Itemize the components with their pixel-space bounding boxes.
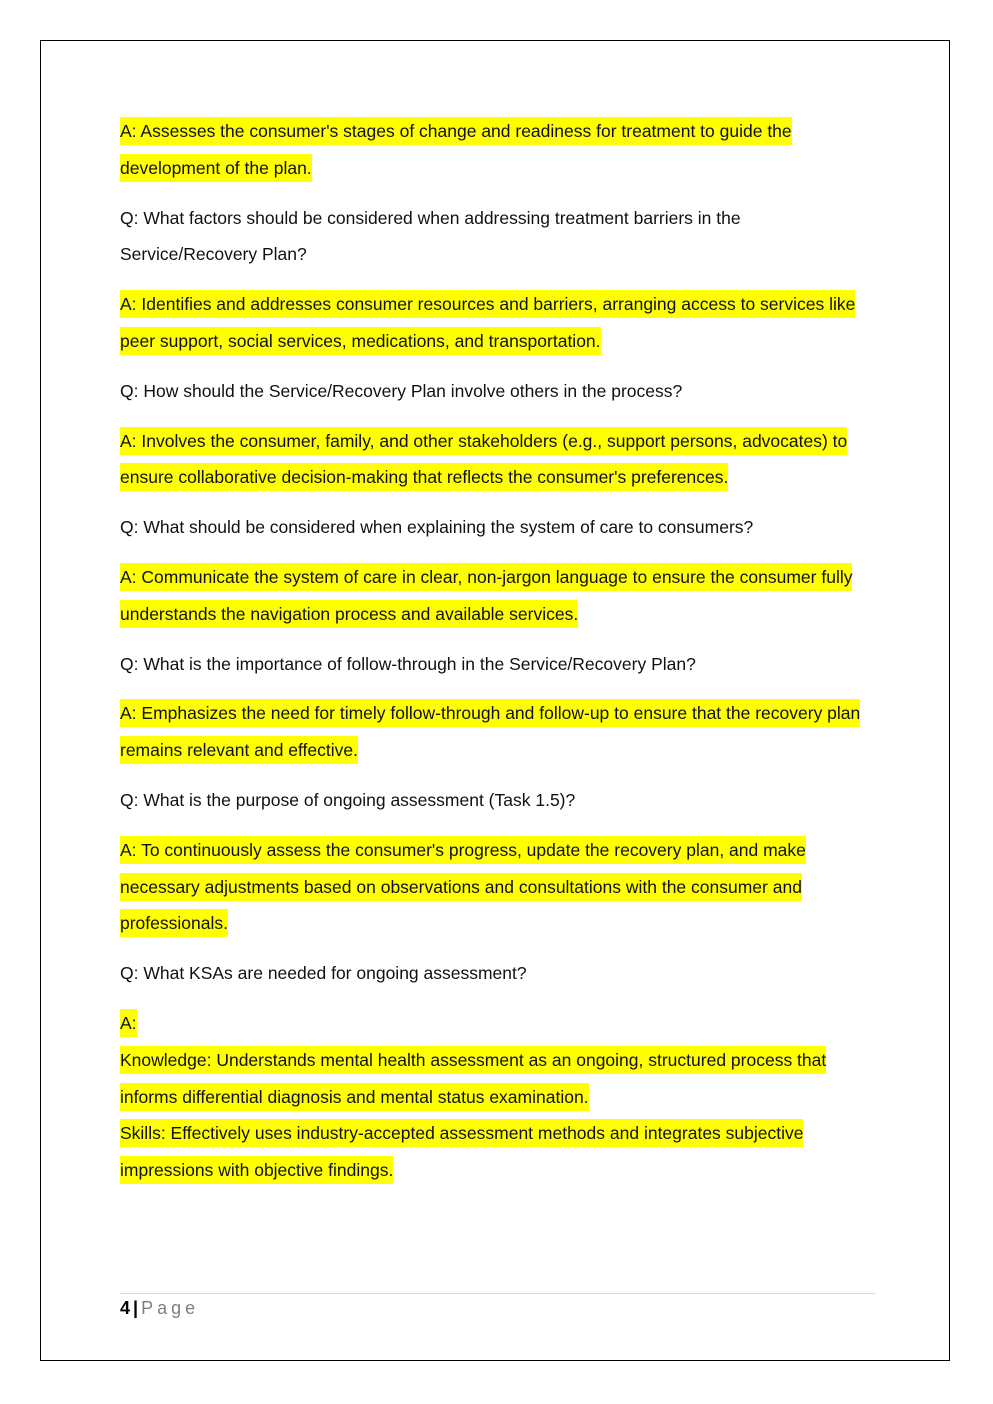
ksa-skills-line	[120, 1115, 880, 1189]
answer-text: A: Identifies and addresses consumer resources and barriers, arranging access to services like peer support, social services, medications, and transportation.	[120, 290, 855, 355]
page-word: Page	[141, 1298, 200, 1318]
footer-separator: |	[133, 1298, 139, 1318]
ksa-knowledge-line	[120, 1042, 880, 1116]
answer-text: A: To continuously assess the consumer's progress, update the recovery plan, and make necessary adjustments based on observations and consultations with the consumer and professionals.	[120, 836, 806, 938]
question-text: Q: What factors should be considered when addressing treatment barriers in the Service/Recovery Plan?	[120, 207, 741, 265]
answer-text: A: Assesses the consumer's stages of change and readiness for treatment to guide the development of the plan.	[120, 117, 792, 182]
answer-paragraph	[120, 559, 880, 633]
question-text: Q: How should the Service/Recovery Plan involve others in the process?	[120, 380, 683, 401]
answer-paragraph	[120, 695, 880, 769]
answer-text: A: Emphasizes the need for timely follow-through and follow-up to ensure that the recovery plan remains relevant and effective.	[120, 699, 860, 764]
question-text: Q: What is the purpose of ongoing assessment (Task 1.5)?	[120, 789, 576, 810]
ksa-answer-label: A:	[120, 1009, 137, 1037]
answer-text: A: Involves the consumer, family, and other stakeholders (e.g., support persons, advocates) to ensure collaborative decision-making that reflects the consumer's preferences.	[120, 427, 847, 492]
question-paragraph	[120, 955, 880, 992]
footer-divider	[120, 1293, 875, 1294]
ksa-answer-label-line	[120, 1005, 880, 1042]
ksa-skills-text: Skills: Effectively uses industry-accepted assessment methods and integrates subjective impressions with objective findings.	[120, 1119, 803, 1184]
question-paragraph	[120, 200, 880, 274]
question-text: Q: What is the importance of follow-through in the Service/Recovery Plan?	[120, 653, 696, 674]
question-text: Q: What KSAs are needed for ongoing assessment?	[120, 963, 527, 984]
answer-paragraph	[120, 113, 880, 187]
question-paragraph	[120, 646, 880, 683]
answer-text: A: Communicate the system of care in clear, non-jargon language to ensure the consumer fully understands the navigation process and available services.	[120, 563, 852, 628]
question-text: Q: What should be considered when explaining the system of care to consumers?	[120, 517, 754, 538]
document-body	[120, 113, 880, 1202]
answer-paragraph	[120, 423, 880, 497]
question-paragraph	[120, 373, 880, 410]
page-number: 4	[120, 1298, 131, 1318]
ksa-answer	[120, 1005, 880, 1189]
answer-paragraph	[120, 286, 880, 360]
page-footer	[120, 1296, 199, 1320]
ksa-knowledge-text: Knowledge: Understands mental health assessment as an ongoing, structured process that informs differential diagnosis and mental status examination.	[120, 1046, 826, 1111]
question-paragraph	[120, 782, 880, 819]
question-paragraph	[120, 509, 880, 546]
answer-paragraph	[120, 832, 880, 942]
